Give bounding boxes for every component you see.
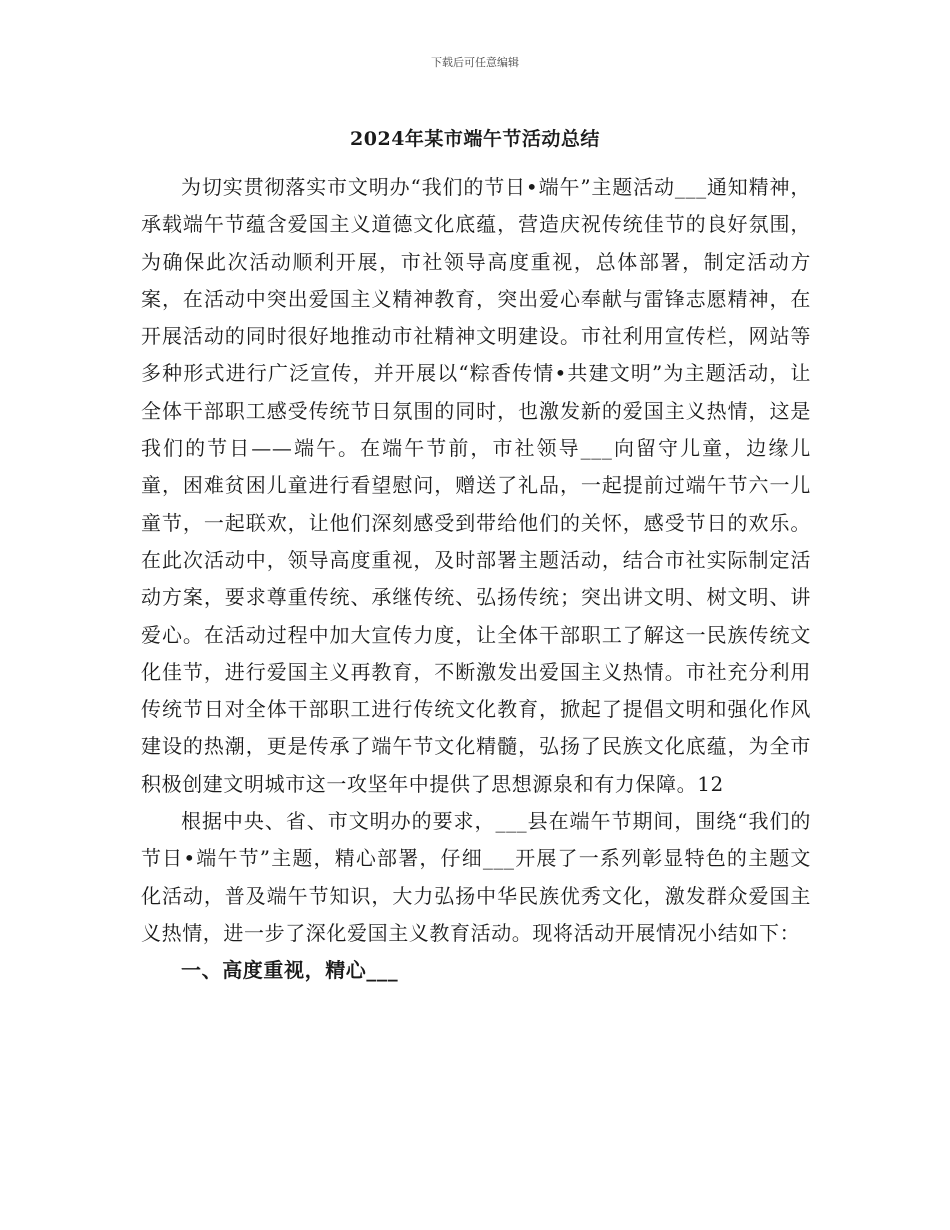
document-body xyxy=(141,169,811,990)
page-header-caption: 下载后可任意编辑 xyxy=(431,56,519,69)
paragraph-2: 根据中央、省、市文明办的要求，___县在端午节期间，围绕“我们的节日•端午节”主题，精心部署，仔细___开展了一系列彰显特色的主题文化活动，普及端午节知识，大力弘扬中华民族优秀文化，激发群众爱国主义热情，进一步了深化爱国主义教育活动。现将活动开展情况小结如下： xyxy=(141,809,811,945)
document-title: 2024年某市端午节活动总结 xyxy=(350,128,600,150)
section-heading-1: 一、高度重视，精心___ xyxy=(181,958,399,983)
paragraph-1: 为切实贯彻落实市文明办“我们的节日•端午”主题活动___通知精神，承载端午节蕴含爱国主义道德文化底蕴，营造庆祝传统佳节的良好氛围，为确保此次活动顺利开展，市社领导高度重视，总体部署，制定活动方案，在活动中突出爱国主义精神教育，突出爱心奉献与雷锋志愿精神，在开展活动的同时很好地推动市社精神文明建设。市社利用宣传栏，网站等多种形式进行广泛宣传，并开展以“粽香传情•共建文明”为主题活动，让全体干部职工感受传统节日氛围的同时，也激发新的爱国主义热情，这是我们的节日——端午。在端午节前，市社领导___向留守儿童，边缘儿童，困难贫困儿童进行看望慰问，赠送了礼品，一起提前过端午节六一儿童节，一起联欢，让他们深刻感受到带给他们的关怀，感受节日的欢乐。在此次活动中，领导高度重视，及时部署主题活动，结合市社实际制定活动方案，要求尊重传统、承继传统、弘扬传统；突出讲文明、树文明、讲爱心。在活动过程中加大宣传力度，让全体干部职工了解这一民族传统文化佳节，进行爱国主义再教育，不断激发出爱国主义热情。市社充分利用传统节日对全体干部职工进行传统文化教育，掀起了提倡文明和强化作风建设的热潮，更是传承了端午节文化精髓，弘扬了民族文化底蕴，为全市积极创建文明城市这一攻坚年中提供了思想源泉和有力保障。12 xyxy=(141,175,811,796)
